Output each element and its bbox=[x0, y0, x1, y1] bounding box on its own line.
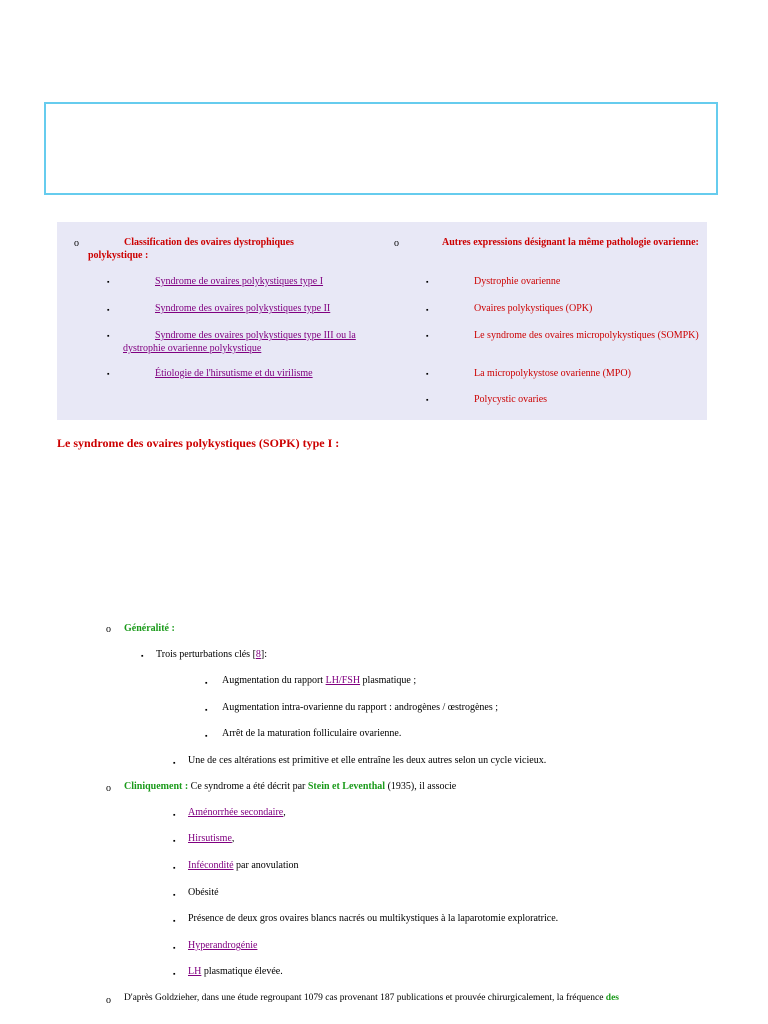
square-bullet: ▪ bbox=[173, 759, 176, 767]
top-empty-box bbox=[44, 102, 718, 195]
lh-link[interactable]: LH bbox=[188, 966, 202, 977]
expression-item: La micropolykystose ovarienne (MPO) bbox=[474, 368, 631, 379]
square-bullet: ▪ bbox=[205, 706, 208, 714]
perturbation-item: Augmentation intra-ovarienne du rapport : androgènes / œstrogènes ; bbox=[222, 702, 499, 713]
generalite-label: Généralité : bbox=[124, 623, 175, 634]
square-bullet: ▪ bbox=[141, 652, 144, 660]
perturbation-item: Arrêt de la maturation folliculaire ovarienne. bbox=[222, 728, 402, 739]
link-etiologie-hirsutisme[interactable]: Étiologie de l'hirsutisme et du virilisme bbox=[155, 368, 313, 379]
expressions-heading: Autres expressions désignant la même pathologie ovarienne: bbox=[442, 237, 699, 248]
square-bullet: ▪ bbox=[173, 944, 176, 952]
square-bullet: ▪ bbox=[205, 732, 208, 740]
expression-item: Polycystic ovaries bbox=[474, 394, 548, 405]
section-title: Le syndrome des ovaires polykystiques (SOPK) type I : bbox=[57, 436, 340, 450]
cycle-text: Une de ces altérations est primitive et elle entraîne les deux autres selon un cycle vicieux. bbox=[188, 755, 547, 766]
clinical-item: Aménorrhée secondaire, bbox=[188, 807, 286, 818]
goldzieher-text: D'après Goldzieher, dans une étude regroupant 1079 cas provenant 187 publications et prouvée chirurgicalement, la fréquence des bbox=[124, 993, 619, 1003]
clinical-item: Infécondité par anovulation bbox=[188, 860, 299, 871]
amenorrhee-link[interactable]: Aménorrhée secondaire bbox=[188, 807, 284, 818]
square-bullet: ▪ bbox=[173, 970, 176, 978]
square-bullet: ▪ bbox=[107, 332, 110, 340]
perturbation-item: Augmentation du rapport LH/FSH plasmatique ; bbox=[222, 675, 417, 686]
reference-link[interactable]: 8 bbox=[255, 649, 261, 660]
link-sopk-type-3[interactable]: Syndrome des ovaires polykystiques type III ou la dystrophie ovarienne polykystique bbox=[123, 330, 356, 354]
square-bullet: ▪ bbox=[173, 864, 176, 872]
clinique-intro: Cliniquement : Ce syndrome a été décrit par Stein et Leventhal (1935), il associe bbox=[124, 781, 457, 792]
square-bullet: ▪ bbox=[426, 396, 429, 404]
square-bullet: ▪ bbox=[426, 278, 429, 286]
hirsutisme-link[interactable]: Hirsutisme bbox=[188, 833, 232, 844]
circle-bullet: o bbox=[74, 238, 79, 249]
circle-bullet: o bbox=[106, 624, 111, 635]
square-bullet: ▪ bbox=[173, 811, 176, 819]
clinical-item: Obésité bbox=[188, 887, 219, 898]
square-bullet: ▪ bbox=[107, 278, 110, 286]
expression-item: Dystrophie ovarienne bbox=[474, 276, 561, 287]
square-bullet: ▪ bbox=[173, 837, 176, 845]
expression-item: Le syndrome des ovaires micropolykystiques (SOMPK) bbox=[474, 330, 699, 341]
clinical-item: LH plasmatique élevée. bbox=[188, 966, 283, 977]
square-bullet: ▪ bbox=[173, 891, 176, 899]
square-bullet: ▪ bbox=[205, 679, 208, 687]
lh-fsh-link[interactable]: LH/FSH bbox=[325, 675, 361, 686]
clinical-item: Présence de deux gros ovaires blancs nacrés ou multikystiques à la laparotomie exploratrice. bbox=[188, 913, 559, 924]
summary-panel bbox=[57, 222, 707, 420]
circle-bullet: o bbox=[106, 995, 111, 1006]
square-bullet: ▪ bbox=[107, 370, 110, 378]
link-sopk-type-1[interactable]: Syndrome de ovaires polykystiques type I bbox=[155, 276, 324, 287]
clinical-item: Hirsutisme, bbox=[188, 833, 235, 844]
circle-bullet: o bbox=[106, 783, 111, 794]
hyperandrogenie-link[interactable]: Hyperandrogénie bbox=[188, 940, 258, 951]
square-bullet: ▪ bbox=[107, 306, 110, 314]
square-bullet: ▪ bbox=[173, 917, 176, 925]
classification-heading: Classification des ovaires dystrophiques polykystique : bbox=[88, 237, 294, 261]
generalite-intro: Trois perturbations clés [8]: bbox=[156, 649, 268, 660]
square-bullet: ▪ bbox=[426, 332, 429, 340]
circle-bullet: o bbox=[394, 238, 399, 249]
square-bullet: ▪ bbox=[426, 370, 429, 378]
square-bullet: ▪ bbox=[426, 306, 429, 314]
expression-item: Ovaires polykystiques (OPK) bbox=[474, 303, 593, 314]
link-sopk-type-2[interactable]: Syndrome des ovaires polykystiques type II bbox=[155, 303, 331, 314]
infecondite-link[interactable]: Infécondité bbox=[188, 860, 234, 871]
